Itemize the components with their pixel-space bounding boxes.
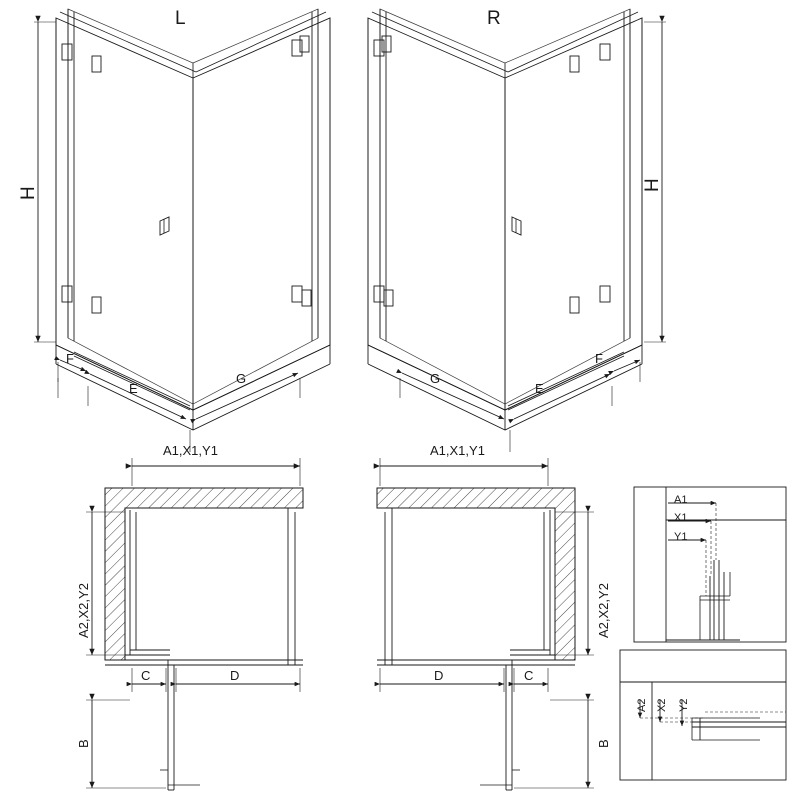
label-right-F: F — [595, 351, 603, 366]
label-view-left: L — [175, 8, 186, 29]
label-view-right: R — [487, 8, 501, 29]
iso-view-left — [34, 9, 330, 452]
label-plan-right-B: B — [596, 739, 611, 748]
label-height-right: H — [642, 178, 663, 192]
label-left-F: F — [66, 351, 74, 366]
label-plan-right-C: C — [524, 668, 534, 683]
label-plan-left-B: B — [76, 739, 91, 748]
label-right-E: E — [535, 381, 544, 396]
label-plan-left-C: C — [141, 668, 151, 683]
label-height-left: H — [18, 186, 39, 200]
label-detail-Y2: Y2 — [678, 698, 690, 712]
label-plan-right-side: A2,X2,Y2 — [596, 583, 611, 638]
label-detail-A1: A1 — [674, 494, 688, 506]
label-plan-right-D: D — [434, 668, 444, 683]
label-plan-right-top: A1,X1,Y1 — [430, 443, 485, 458]
label-plan-left-top: A1,X1,Y1 — [163, 443, 218, 458]
label-detail-X2: X2 — [656, 698, 668, 712]
label-left-E: E — [129, 381, 138, 396]
detail-view-top — [634, 487, 786, 642]
label-detail-Y1: Y1 — [674, 531, 688, 543]
label-detail-X1: X1 — [674, 512, 688, 524]
label-plan-left-side: A2,X2,Y2 — [76, 583, 91, 638]
detail-view-bottom — [620, 650, 786, 780]
label-plan-left-D: D — [230, 668, 240, 683]
plan-view-right — [377, 458, 594, 790]
iso-view-right — [368, 9, 666, 452]
plan-view-left — [86, 458, 303, 790]
label-left-G: G — [236, 371, 247, 386]
label-detail-A2: A2 — [636, 698, 648, 712]
label-right-G: G — [430, 371, 441, 386]
